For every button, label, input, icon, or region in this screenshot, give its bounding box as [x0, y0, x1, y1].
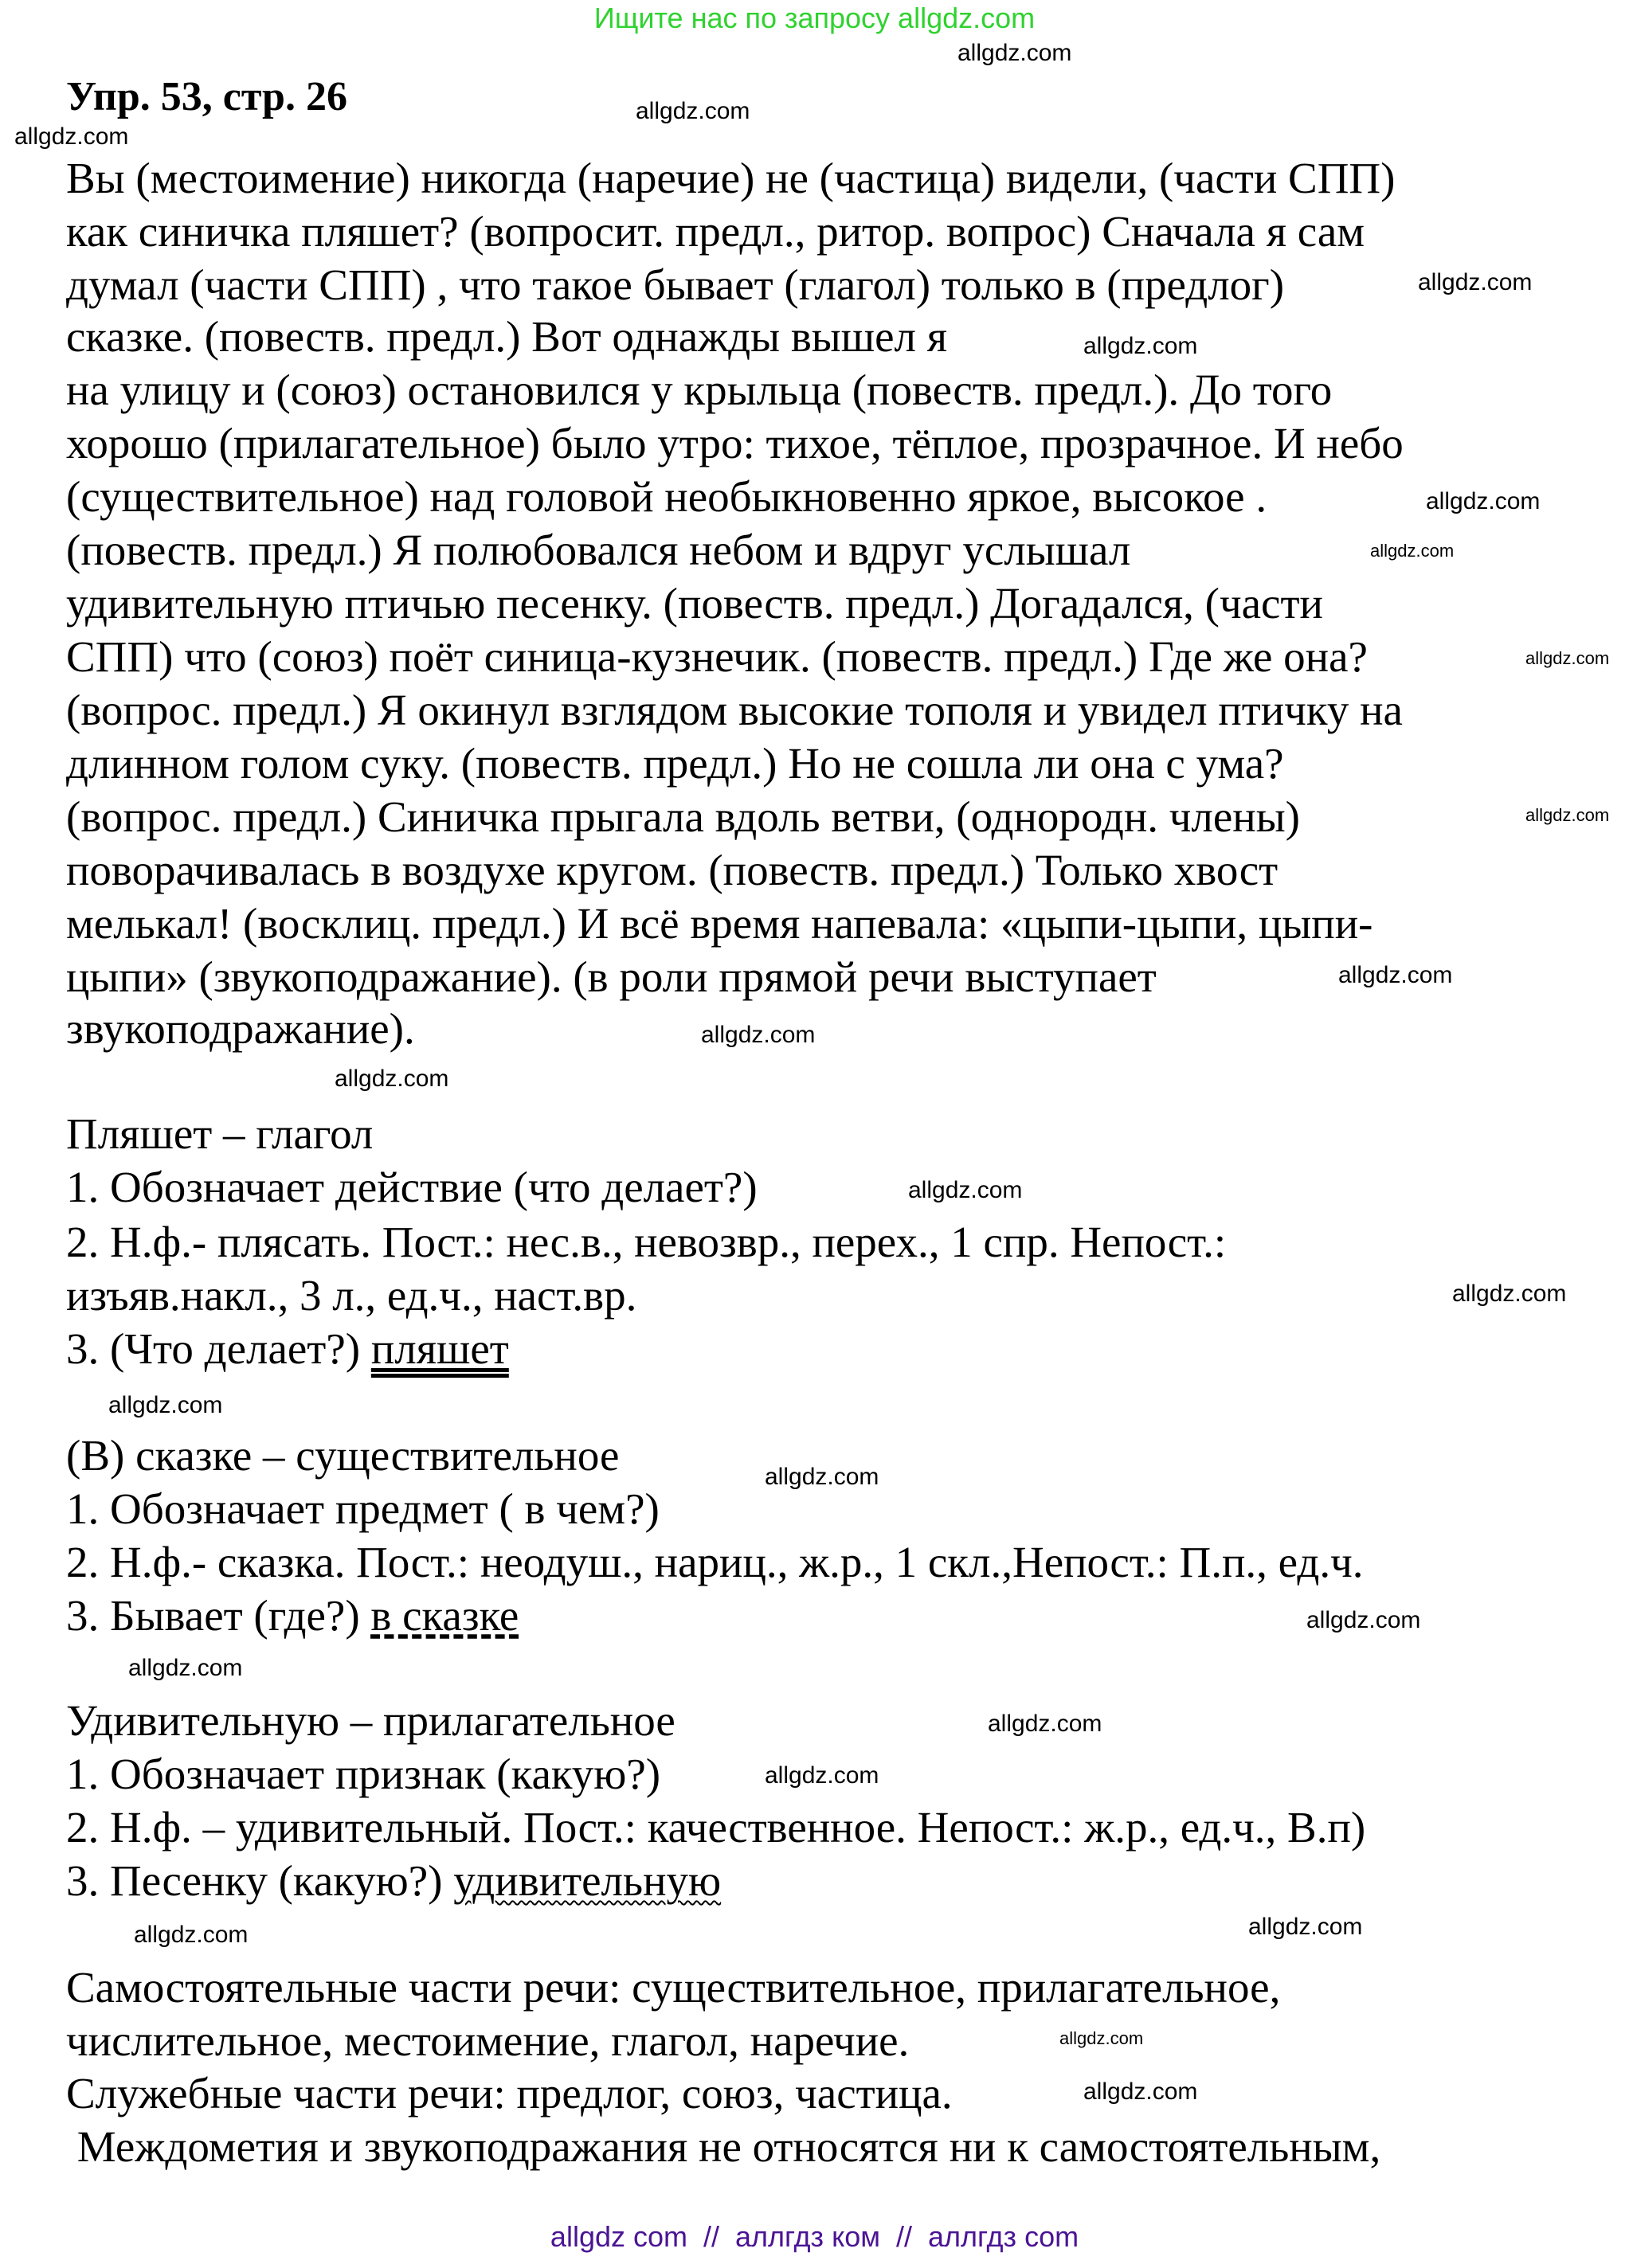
- analysis-line: [66, 1589, 519, 1642]
- underlined-adverbial: в сказке: [370, 1591, 519, 1640]
- text-line: (существительное) над головой необыкновенно яркое, высокое .: [66, 472, 1267, 521]
- text-line: (вопрос. предл.) Я окинул взглядом высокие тополя и увидел птичку на: [66, 686, 1403, 734]
- watermark: allgdz.com: [765, 1762, 879, 1789]
- text-line: сказке. (повеств. предл.) Вот однажды вышел я: [66, 312, 948, 361]
- footer-banner[interactable]: allgdz com // аллгдз ком // аллгдз com: [550, 2220, 1079, 2253]
- watermark: allgdz.com: [1418, 269, 1533, 295]
- watermark: allgdz.com: [1426, 488, 1541, 514]
- summary-line: Служебные части речи: предлог, союз, частица.: [66, 2069, 953, 2117]
- summary-line: Междометия и звукоподражания не относятся ни к самостоятельным,: [66, 2122, 1381, 2171]
- analysis-question: 3. Песенку (какую?): [66, 1856, 454, 1905]
- analysis-line: [66, 1322, 509, 1375]
- watermark: allgdz.com: [636, 98, 750, 124]
- analysis-heading: (В) сказке – существительное: [66, 1431, 620, 1480]
- page-title: Упр. 53, стр. 26: [66, 74, 347, 119]
- watermark: allgdz.com: [1248, 1914, 1363, 1940]
- analysis-line: 2. Н.ф.- плясать. Пост.: нес.в., невозвр., перех., 1 спр. Непост.:: [66, 1218, 1227, 1266]
- text-line: как синичка пляшет? (вопросит. предл., ритор. вопрос) Сначала я сам: [66, 207, 1365, 256]
- watermark: allgdz.com: [1338, 962, 1453, 988]
- watermark: allgdz.com: [1059, 2028, 1144, 2048]
- text-line: длинном голом суку. (повеств. предл.) Но не сошла ли она с ума?: [66, 739, 1284, 788]
- watermark: allgdz.com: [957, 40, 1072, 66]
- summary-line: Самостоятельные части речи: существительное, прилагательное,: [66, 1963, 1281, 2012]
- text-line: Вы (местоимение) никогда (наречие) не (частица) видели, (части СПП): [66, 154, 1396, 202]
- analysis-line: 1. Обозначает предмет ( в чем?): [66, 1484, 660, 1533]
- text-line: на улицу и (союз) остановился у крыльца (повеств. предл.). До того: [66, 366, 1333, 414]
- text-line: думал (части СПП) , что такое бывает (глагол) только в (предлог): [66, 260, 1285, 309]
- analysis-line: 2. Н.ф.- сказка. Пост.: неодуш., нариц., ж.р., 1 скл.,Непост.: П.п., ед.ч.: [66, 1538, 1364, 1586]
- watermark: allgdz.com: [14, 123, 129, 150]
- analysis-line: 2. Н.ф. – удивительный. Пост.: качественное. Непост.: ж.р., ед.ч., В.п): [66, 1803, 1366, 1852]
- watermark: allgdz.com: [1452, 1281, 1567, 1307]
- watermark: allgdz.com: [765, 1464, 879, 1490]
- watermark: allgdz.com: [908, 1177, 1023, 1203]
- text-line: мелькал! (восклиц. предл.) И всё время напевала: «цыпи-цыпи, цыпи-: [66, 899, 1373, 948]
- watermark: allgdz.com: [988, 1711, 1102, 1737]
- watermark: allgdz.com: [1525, 648, 1610, 668]
- watermark: allgdz.com: [1525, 805, 1610, 825]
- analysis-line: [66, 1854, 721, 1907]
- watermark: allgdz.com: [1083, 2078, 1198, 2105]
- analysis-heading: Пляшет – глагол: [66, 1109, 374, 1158]
- summary-line: числительное, местоимение, глагол, наречие.: [66, 2016, 910, 2065]
- watermark: allgdz.com: [134, 1922, 249, 1948]
- analysis-line: изъяв.накл., 3 л., ед.ч., наст.вр.: [66, 1271, 637, 1320]
- text-line: звукоподражание).: [66, 1004, 415, 1053]
- analysis-line: 1. Обозначает признак (какую?): [66, 1750, 661, 1798]
- text-line: хорошо (прилагательное) было утро: тихое, тёплое, прозрачное. И небо: [66, 419, 1404, 467]
- watermark: allgdz.com: [335, 1066, 449, 1092]
- watermark: allgdz.com: [701, 1022, 816, 1048]
- header-banner[interactable]: Ищите нас по запросу allgdz.com: [593, 2, 1036, 34]
- watermark: allgdz.com: [128, 1655, 243, 1681]
- watermark: allgdz.com: [1083, 333, 1198, 359]
- text-line: (повеств. предл.) Я полюбовался небом и вдруг услышал: [66, 526, 1131, 574]
- text-line: поворачивалась в воздухе кругом. (повеств. предл.) Только хвост: [66, 846, 1279, 894]
- text-line: удивительную птичью песенку. (повеств. предл.) Догадался, (части: [66, 579, 1323, 628]
- text-line: СПП) что (союз) поёт синица-кузнечик. (повеств. предл.) Где же она?: [66, 632, 1368, 681]
- analysis-question: 3. Бывает (где?): [66, 1591, 371, 1640]
- underlined-attribute: удивительную: [453, 1856, 722, 1905]
- underlined-predicate: пляшет: [370, 1324, 509, 1373]
- analysis-question: 3. (Что делает?): [66, 1324, 371, 1373]
- watermark: allgdz.com: [1306, 1607, 1421, 1633]
- text-line: цыпи» (звукоподражание). (в роли прямой речи выступает: [66, 952, 1157, 1001]
- text-line: (вопрос. предл.) Синичка прыгала вдоль ветви, (однородн. члены): [66, 792, 1300, 841]
- watermark: allgdz.com: [1370, 541, 1455, 561]
- analysis-line: 1. Обозначает действие (что делает?): [66, 1163, 758, 1211]
- watermark: allgdz.com: [108, 1392, 223, 1418]
- analysis-heading: Удивительную – прилагательное: [66, 1696, 675, 1745]
